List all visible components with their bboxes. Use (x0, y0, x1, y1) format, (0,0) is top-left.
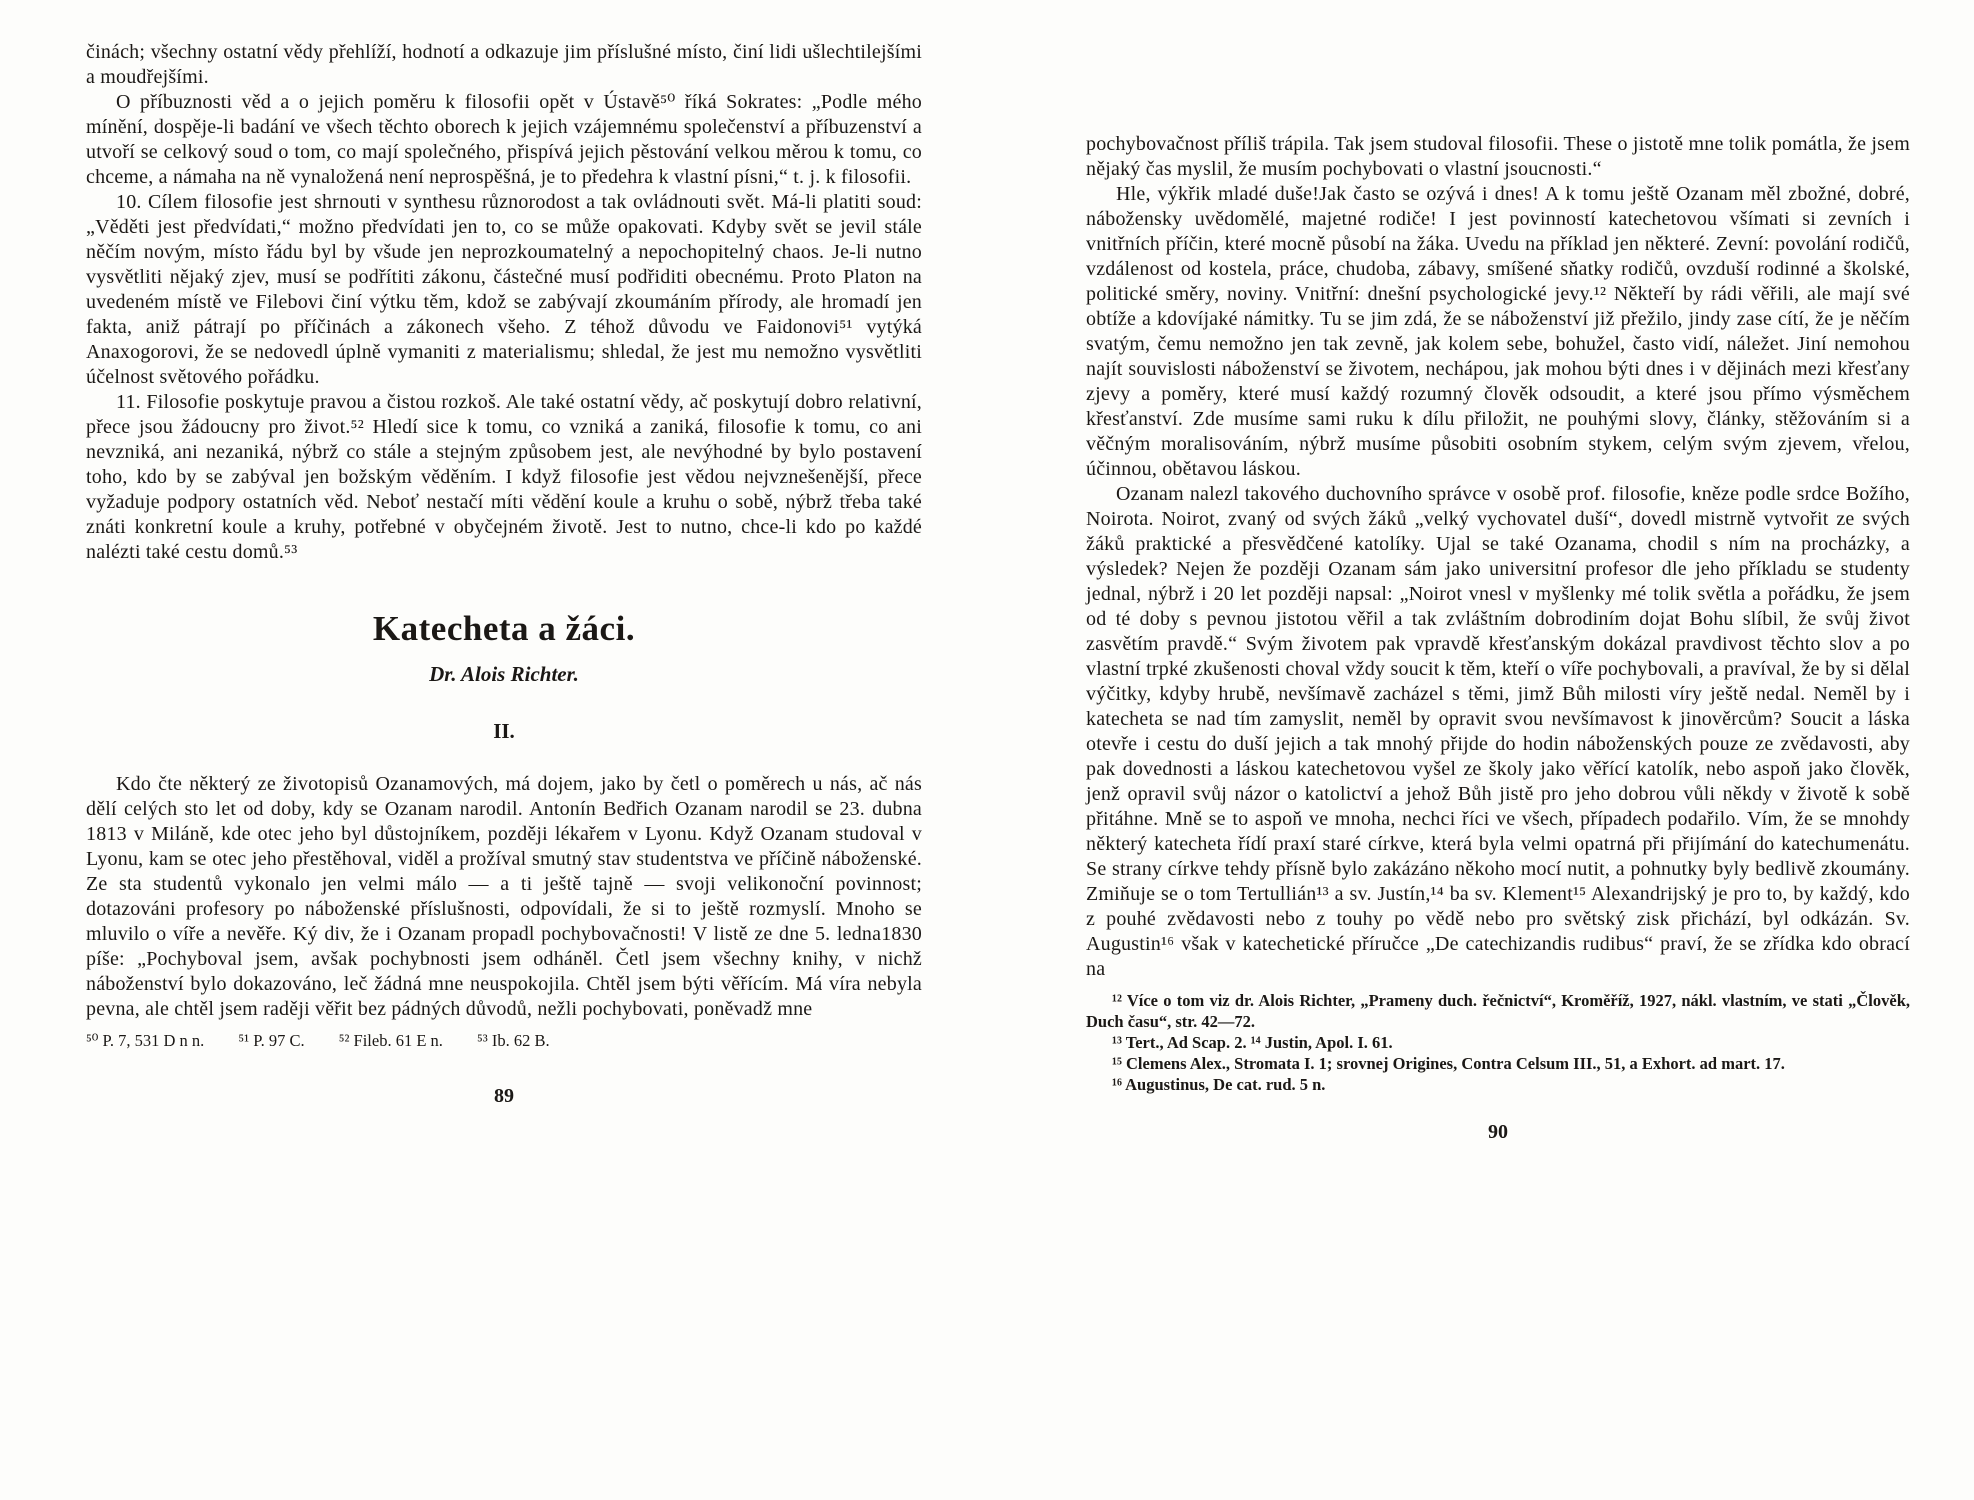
footnotes-left (86, 1030, 922, 1051)
paragraph-continuation: činách; všechny ostatní vědy přehlíží, hodnotí a odkazuje jim příslušné místo, činí lidi ušlechtilejšími a moudřejšími. (86, 41, 922, 88)
paragraph: 11. Filosofie poskytuje pravou a čistou rozkoš. Ale také ostatní vědy, ač poskytují dobro relativní, přece jsou žádoucny pro život.⁵² Hledí sice k tomu, co vzniká a zaniká, filosofie k tomu, co ani nevzniká, ani nezaniká, nýbrž co stále a stejným způsobem jest, ale nevýhodné by bylo postavení toho, kdo by se zabýval jen božským věděním. I když filosofie jest vědou nejvznešenější, přece vyžaduje podpory ostatních věd. Neboť nestačí míti vědění koule a kruhu o sobě, nýbrž třeba také znáti konkretní koule a kruhy, potřebné v obyčejném životě. Jest to nutno, chce-li kdo po každé nalézti také cestu domů.⁵³ (86, 391, 922, 563)
page-left (86, 40, 922, 1108)
footnote-50: ⁵⁰ P. 7, 531 D n n. (86, 1031, 205, 1050)
footnote-52: ⁵² Fileb. 61 E n. (338, 1031, 443, 1050)
page-number-left: 89 (494, 1085, 514, 1107)
paragraph: Hle, výkřik mladé duše!Jak často se ozývá i dnes! A k tomu ještě Ozanam měl zbožné, dobré, nábožensky uvědomělé, majetné rodiče! I jest povinností katechetovou všímati si zevních i vnitřních příčin, které mocně působí na žáka. Uvedu na příklad jen některé. Zevní: povolání rodičů, vzdálenost od kostela, práce, chudoba, zábavy, smíšené sňatky rodičů, ovzduší rodinné a školské, politické směry, noviny. Vnitřní: dnešní psychologické jevy.¹² Někteří by rádi věřili, ale mají své obtíže a kdovíjaké námitky. Tu se jim zdá, že se náboženství již přežilo, jindy zase cítí, že je něčím svatým, čemu nemožno jen tak zevně, jak kolem sebe, bohužel, často vidí, náležet. Jiní nemohou najít souvislosti náboženství se životem, nechápou, jak mohou býti dnes i v dějinách mezi křesťany zjevy a poměry, které musí každý rozumný člověk odsoudit, a které jsou přímo výsměchem křesťanství. Zde musíme sami ruku k dílu přiložit, ne pouhými slovy, články, stěžováním si a věčným moralisováním, nýbrž musíme působiti osobním stykem, celým svým zjevem, vřelou, účinnou, obětavou láskou. (1086, 183, 1910, 480)
paragraph: O příbuznosti věd a o jejich poměru k filosofii opět v Ústavě⁵⁰ říká Sokrates: „Podle mého mínění, dospěje-li badání ve všech těchto oborech k jejich vzájemnému společenství a příbuzenství a utvoří se celkový soud o tom, co mají společného, přispívá jejich pěstování velkou měrou k tomu, co chceme, a námaha na ně vynaložená není neprospěšná, je to předehra k vlastní písni,“ t. j. k filosofii. (86, 91, 922, 188)
chapter-author: Dr. Alois Richter. (429, 662, 579, 686)
footnote-12: ¹² Více o tom viz dr. Alois Richter, „Prameny duch. řečnictví“, Kroměříž, 1927, nákl. vlastním, ve stati „Člověk, Duch času“, str. 42—72. (1086, 991, 1910, 1031)
footnote-53: ⁵³ Ib. 62 B. (477, 1031, 550, 1050)
footnote-13-14: ¹³ Tert., Ad Scap. 2. ¹⁴ Justin, Apol. I. 61. (1112, 1033, 1393, 1052)
footnote-15: ¹⁵ Clemens Alex., Stromata I. 1; srovnej Origines, Contra Celsum III., 51, a Exhort. ad mart. 17. (1112, 1054, 1785, 1073)
paragraph-continuation: pochybovačnost příliš trápila. Tak jsem studoval filosofii. These o jistotě mne tolik pomátla, že jsem nějaký čas myslil, že musím pochybovati o vlastní jsoucnosti.“ (1086, 133, 1910, 180)
chapter-title: Katecheta a žáci. (372, 609, 636, 648)
page-number-right: 90 (1488, 1121, 1508, 1143)
paragraph: Kdo čte některý ze životopisů Ozanamových, má dojem, jako by četl o poměrech u nás, ač nás dělí celých sto let od doby, kdy se Ozanam narodil. Antonín Bedřich Ozanam narodil se 23. dubna 1813 v Miláně, kde otec jeho byl důstojníkem, později lékařem v Lyonu. Když Ozanam studoval v Lyonu, kam se otec jeho přestěhoval, viděl a prožíval smutný stav studentstva ve příčině náboženské. Ze sta studentů vykonalo jen velmi málo — a ti ještě tajně — svoji velikonoční povinnost; dotazováni profesory po náboženské příslušnosti, odpovídali, že si to ještě rozmyslí. Mnoho se mluvilo o víře a nevěře. Ký div, že i Ozanam propadl pochybovačnosti! V listě ze dne 5. ledna1830 píše: „Pochyboval jsem, avšak pochybnosti jsem odháněl. Četl jsem všechny knihy, v nichž náboženství bylo dokazováno, leč žádná mne neuspokojila. Chtěl jsem býti věřícím. Má víra nebyla pevna, ale chtěl jsem raději věřit bez pádných důvodů, nežli pochybovati, poněvadž mne (86, 773, 922, 1020)
section-number: II. (493, 719, 515, 743)
page-right (1086, 132, 1910, 1144)
paragraph: 10. Cílem filosofie jest shrnouti v synthesu různorodost a tak ovládnouti svět. Má-li platiti soud: „Věděti jest předvídati,“ možno předvídati jen to, co se může opakovati. Kdyby svět se jevil stále něčím novým, místo řádu byl by všude jen neprozkoumatelný a nepochopitelný chaos. Je-li nutno vysvětliti nějaký zjev, musí se podřítiti zákonu, částečné musí podřiditi obecnému. Proto Platon na uvedeném místě ve Filebovi činí výtku těm, kdož se zabývají zkoumáním přírody, ale hromadí jen fakta, aniž pátrají po příčinách a zákonech všeho. Z téhož důvodu ve Faidonovi⁵¹ vytýká Anaxogorovi, že se nedovedl úplně vymaniti z materialismu; shledal, že jest mu nemožno vysvětliti účelnost světového pořádku. (86, 191, 922, 388)
footnote-51: ⁵¹ P. 97 C. (238, 1031, 305, 1050)
footnote-16: ¹⁶ Augustinus, De cat. rud. 5 n. (1112, 1075, 1326, 1094)
paragraph: Ozanam nalezl takového duchovního správce v osobě prof. filosofie, kněze podle srdce Božího, Noirota. Noirot, zvaný od svých žáků „velký vychovatel duší“, dovedl mistrně vytvořit ze svých žáků praktické a přesvědčené katolíky. Ujal se také Ozanama, chodil s ním na procházky, a výsledek? Nejen že později Ozanam sám jako universitní profesor dle jeho příkladu se studenty jednal, nýbrž i 20 let později napsal: „Noirot vnesl v myšlenky mé tolik světla a pořádku, že jsem od té doby s pevnou jistotou věřil a tak zvláštním dobrodiním dojat Bohu slíbil, že svůj život zasvětím pravdě.“ Svým životem pak vpravdě křesťanským dokázal pravdivost těchto slov a po vlastní trpké zkušenosti choval vždy soucit k těm, kteří o víře pochybovali, a pravíval, že by si dělal výčitky, kdyby hrubě, nevšímavě zacházel s těmi, jimž Bůh milosti víry ještě nedal. Neměl by i katecheta se nad tím zamyslit, neměl by opravit svou nevšímavost k jinověrcům? Soucit a láska otevře i cestu do duší jejich a tak mnohý přijde do hodin náboženských pouze ze zvědavosti, aby pak dovednosti a láskou katechetovou vyšel ze školy jako věřící katolík, nebo aspoň jako člověk, jenž opravil svůj názor o katolictví a jehož Bůh jistě pro jeho dobrou vůli někdy v životě k sobě přitáhne. Mně se to aspoň ve mnoha, nechci říci ve všech, případech podařilo. Vím, že se mnohdy některý katecheta řídí praxí staré církve, která byla velmi opatrná při přijímání do katechumenátu. Se strany církve tehdy přísně bylo zakázáno někoho mocí nutit, a pohnutky byly bedlivě zkoumány. Zmiňuje se o tom Tertullián¹³ a sv. Justín,¹⁴ ba sv. Klement¹⁵ Alexandrijský je pro to, by každý, kdo z pouhé zvědavosti nebo z touhy po vědě nebo pro světský zisk přichází, byl odkázán. Sv. Augustin¹⁶ však v katechetické příručce „De catechizandis rudibus“ praví, že se zřídka kdo obrací na (1086, 483, 1910, 980)
footnotes-right (1086, 990, 1910, 1095)
